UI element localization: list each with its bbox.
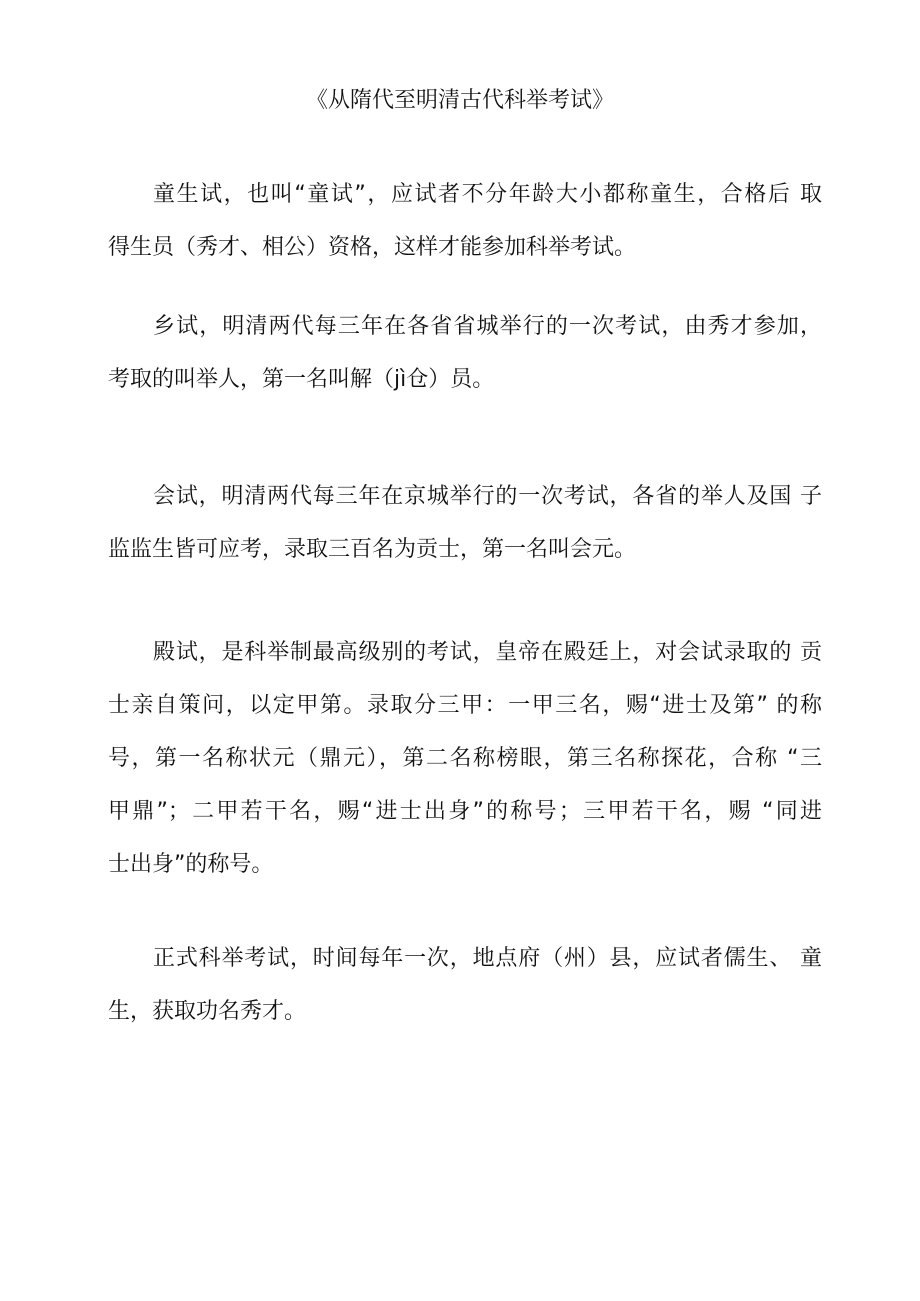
text-line: 童生试，也叫“童试”，应试者不分年龄大小都称童生，合格后 取 [153,182,822,207]
text-line: 生，获取功名秀才。 [108,999,307,1024]
text-line: 甲鼎”；二甲若干名，赐“进士出身”的称号；三甲若干名，赐 “同进 [108,799,822,824]
text-line: 乡试，明清两代每三年在各省省城举行的一次考试，由秀才参加， [153,314,822,339]
text-line: 号，第一名称状元（鼎元），第二名称榜眼，第三名称探花，合称 “三 [108,746,822,771]
text-line: 会试，明清两代每三年在京城举行的一次考试，各省的举人及国 子 [153,484,822,509]
text-line: 士出身”的称号。 [108,852,274,877]
paragraph-dianshi [108,638,822,903]
paragraph-xiangshi [108,312,822,418]
text-line: 考取的叫举人，第一名叫解（jì仓）员。 [108,367,495,392]
text-line: 得生员（秀才、相公）资格，这样才能参加科举考试。 [108,235,637,260]
text-line: 正式科举考试，时间每年一次，地点府（州）县，应试者儒生、 童 [153,946,822,971]
text-line: 殿试，是科举制最高级别的考试，皇帝在殿廷上，对会试录取的 贡 [153,640,822,665]
paragraph-zhengshi [108,944,822,1050]
paragraph-tongshengshi [108,180,822,286]
document-title: 《从隋代至明清古代科举考试》 [305,88,614,113]
paragraph-huishi [108,482,822,588]
text-line: 监监生皆可应考，录取三百名为贡士，第一名叫会元。 [108,537,637,562]
text-line: 士亲自策问，以定甲第。录取分三甲：一甲三名，赐“进士及第” 的称 [108,693,822,718]
